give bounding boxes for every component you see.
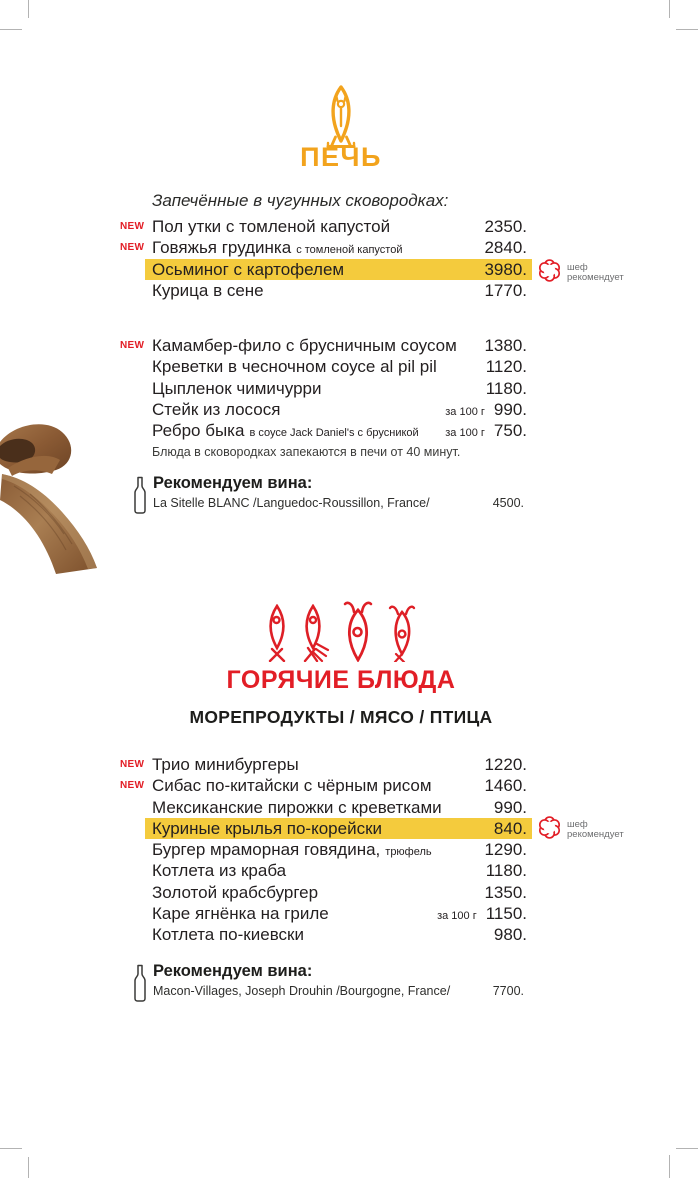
dish-price: 1180. <box>485 861 527 881</box>
dish-name: Камамбер-фило с брусничным соусом <box>152 336 457 355</box>
dish-name: Золотой крабсбургер <box>152 882 319 902</box>
menu-item-row-highlighted <box>120 818 532 839</box>
dish-name: Осьминог с картофелем <box>152 259 345 279</box>
crop-mark <box>676 1148 698 1149</box>
dish-price: 1120. <box>485 357 527 377</box>
menu-item-row <box>120 797 532 818</box>
dish-name-detail: трюфель <box>385 846 432 859</box>
fish-icon <box>340 600 376 662</box>
menu-item-row <box>120 216 532 237</box>
menu-item-row <box>120 903 532 924</box>
dish-name: Стейк из лосося <box>152 399 281 419</box>
chef-recommends-badge <box>537 258 624 288</box>
fish-icon <box>386 604 418 662</box>
new-badge: NEW <box>120 780 145 792</box>
dish-name: Трио минибургеры <box>152 755 299 774</box>
crop-mark <box>28 1157 29 1178</box>
wine-heading: Рекомендуем вина: <box>153 474 313 492</box>
dish-name: Пол утки с томленой капустой <box>152 217 391 236</box>
section-title-oven: ПЕЧЬ <box>300 142 382 172</box>
chef-label-line2: рекомендует <box>567 272 624 283</box>
oven-items-group-2 <box>120 335 532 441</box>
menu-item-row <box>120 754 532 775</box>
menu-item-row <box>120 399 532 420</box>
dish-name-detail: в соусе Jack Daniel's с брусникой <box>249 427 419 440</box>
dish-price: 2350. <box>484 217 527 236</box>
dish-name: Каре ягнёнка на гриле <box>152 904 329 924</box>
menu-item-row <box>120 378 532 399</box>
new-badge: NEW <box>120 221 145 232</box>
crop-mark <box>669 1155 670 1178</box>
oven-items-group-1 <box>120 216 532 301</box>
wine-price: 7700. <box>492 984 524 998</box>
section-subtitle-hot: МОРЕПРОДУКТЫ / МЯСО / ПТИЦА <box>189 707 493 727</box>
dish-price: 1460. <box>484 776 527 796</box>
dish-price: 1180. <box>485 378 527 398</box>
hot-items <box>120 754 532 946</box>
menu-item-row <box>120 839 532 860</box>
menu-item-row <box>120 775 532 796</box>
crop-mark <box>28 0 29 18</box>
menu-item-row <box>120 356 532 377</box>
dish-name: Котлета из краба <box>152 861 287 881</box>
crop-mark <box>0 29 22 30</box>
unit-label: за 100 г <box>437 910 477 923</box>
highlight-bar <box>145 259 532 280</box>
new-badge: NEW <box>120 242 145 254</box>
dish-name: Мексиканские пирожки с креветками <box>152 797 442 817</box>
dish-price: 3980. <box>484 259 527 279</box>
dish-price: 990. <box>493 399 527 419</box>
menu-item-row <box>120 860 532 881</box>
wood-knot-photo <box>0 416 118 579</box>
chef-label-line1: шеф <box>567 261 588 273</box>
chef-label-line2: рекомендует <box>567 829 624 840</box>
dish-price: 1380. <box>484 336 527 355</box>
dish-name-detail: с томленой капустой <box>296 244 403 257</box>
menu-item-row <box>120 237 532 258</box>
wine-price: 4500. <box>492 496 524 510</box>
new-badge: NEW <box>120 759 145 770</box>
section-title-hot: ГОРЯЧИЕ БЛЮДА <box>226 666 456 694</box>
chef-recommends-badge <box>537 815 624 845</box>
dish-name: Сибас по-китайски с чёрным рисом <box>152 776 432 796</box>
dish-price: 750. <box>493 421 527 441</box>
fish-icon <box>264 604 290 662</box>
unit-label: за 100 г <box>445 405 485 418</box>
dish-price: 1770. <box>484 280 527 300</box>
menu-item-row <box>120 335 532 356</box>
highlight-bar <box>145 818 532 839</box>
wine-recommendation-oven <box>120 474 532 510</box>
crop-mark <box>669 0 670 18</box>
dish-name: Цыпленок чимичурри <box>152 378 322 398</box>
menu-item-row <box>120 420 532 441</box>
chef-label-line1: шеф <box>567 818 588 830</box>
wine-recommendation-hot <box>120 962 532 998</box>
unit-label: за 100 г <box>445 427 485 440</box>
section-subtitle-oven: Запечённые в чугунных сковородках: <box>152 191 449 210</box>
dish-name: Креветки в чесночном соусе al pil pil <box>152 357 437 377</box>
dish-name: Ребро быка <box>152 421 245 441</box>
chef-flower-icon <box>537 815 562 845</box>
dish-price: 2840. <box>484 238 527 258</box>
wine-name: La Sitelle BLANC /Languedoc-Roussillon, France/ <box>153 496 430 510</box>
dish-price: 980. <box>493 925 527 945</box>
wine-name: Macon-Villages, Joseph Drouhin /Bourgogne, France/ <box>153 984 451 998</box>
dish-price: 1290. <box>484 840 527 860</box>
dish-name: Говяжья грудинка <box>152 238 292 258</box>
menu-item-row-highlighted <box>120 259 532 280</box>
menu-item-row <box>120 882 532 903</box>
new-badge: NEW <box>120 340 145 351</box>
menu-item-row <box>120 280 532 301</box>
dish-name: Курица в сене <box>152 280 264 300</box>
crop-mark <box>0 1148 22 1149</box>
dish-name: Куриные крылья по-корейски <box>152 818 383 838</box>
wine-bottle-icon <box>132 476 148 519</box>
wine-heading: Рекомендуем вина: <box>153 962 313 980</box>
fish-icon <box>300 604 330 662</box>
wine-bottle-icon <box>132 964 148 1007</box>
four-fish-icon <box>0 600 682 662</box>
dish-name: Бургер мраморная говядина, <box>152 840 381 860</box>
dish-price: 840. <box>493 818 527 838</box>
dish-name: Котлета по-киевски <box>152 925 304 945</box>
dish-price: 990. <box>493 797 527 817</box>
dish-price: 1350. <box>484 882 527 902</box>
dish-price: 1150. <box>485 904 527 924</box>
dish-price: 1220. <box>484 755 527 774</box>
chef-flower-icon <box>537 258 562 288</box>
crop-mark <box>676 29 698 30</box>
section-note: Блюда в сковородках запекаются в печи от 40 минут. <box>152 445 461 459</box>
menu-item-row <box>120 924 532 945</box>
